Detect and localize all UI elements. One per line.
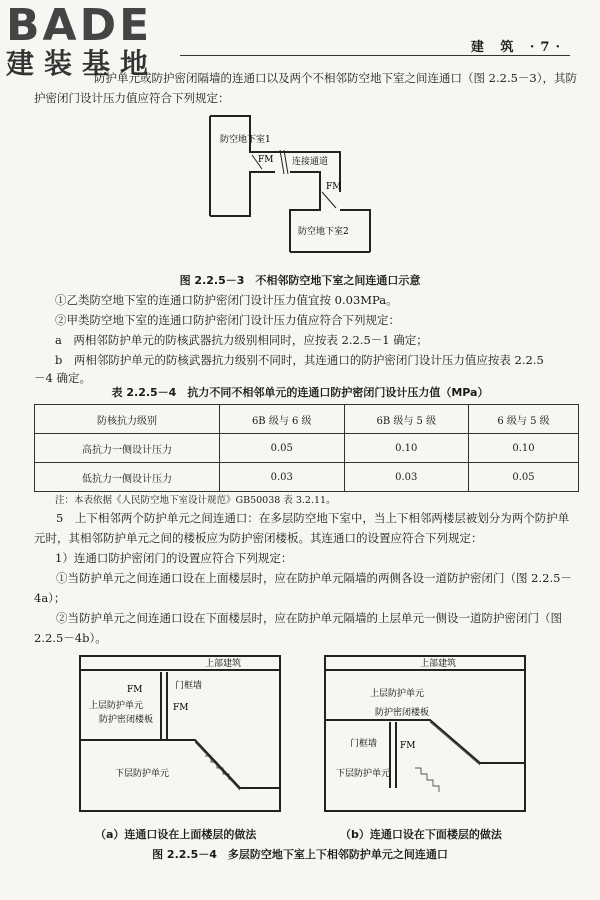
figure-2-2-5-4a (75, 648, 285, 818)
room1-label: 防空地下室1 (220, 135, 271, 145)
section5-item1: 1）连通口防护密闭门的设置应符合下列规定： (55, 551, 293, 565)
section5-item1a: ①当防护单元之间连通口设在上面楼层时，应在防护单元隔墙的两侧各设一道防护密闭门（图 2.2.5－4a）； (34, 571, 572, 605)
section5-paragraph: 5 上下相邻两个防护单元之间连通口：在多层防空地下室中，当上下相邻两楼层被划分为两个防护单元时，其相邻防护单元之间的楼板应为防护密闭楼板。其连通口的设置应符合下列规定： (34, 511, 570, 545)
table-title: 表 2.2.5－4 抗力不同不相邻单元的连通口防护密闭门设计压力值（MPa） (111, 386, 489, 399)
fig4b-lower-unit: 下层防护单元 (336, 769, 391, 779)
table-note: 注：本表依据《人民防空地下室设计规范》GB50038 表 3.2.11。 (55, 495, 336, 506)
passage-lower-wall (290, 172, 320, 252)
rule-b-cont: －4 确定。 (34, 371, 91, 385)
table-cell: 低抗力一侧设计压力 (35, 463, 220, 492)
figure-4b-caption: （b）连通口设在下面楼层的做法 (340, 828, 502, 841)
table-cell: 0.10 (344, 434, 469, 463)
rule-a: a 两相邻防护单元的防核武器抗力级别相同时，应按表 2.2.5－1 确定； (55, 333, 428, 347)
table-header-cell: 防核抗力级别 (35, 405, 220, 434)
table-header-row (35, 405, 579, 434)
protective-slab (80, 740, 280, 788)
fig4a-upper-unit: 上层防护单元 (89, 701, 144, 711)
table-header-cell: 6B 级与 5 级 (344, 405, 469, 434)
running-header: 建 筑 ·7· (470, 40, 566, 55)
fig4b-door-frame-wall: 门框墙 (350, 739, 378, 749)
figure-4-caption: 图 2.2.5－4 多层防空地下室上下相邻防护单元之间连通口 (152, 848, 448, 861)
table-header-cell: 6 级与 5 级 (469, 405, 579, 434)
figure-3-caption: 图 2.2.5－3 不相邻防空地下室之间连通口示意 (179, 274, 421, 287)
room2-label: 防空地下室2 (298, 227, 349, 237)
table-header-cell: 6B 级与 6 级 (219, 405, 344, 434)
fig4b-upper-building: 上部建筑 (420, 659, 457, 669)
fm-label-2: FM (326, 182, 342, 192)
header-rule (180, 55, 570, 56)
fig4a-lower-unit: 下层防护单元 (115, 769, 170, 779)
table-cell: 0.05 (219, 434, 344, 463)
fig4a-fm-right: FM (173, 703, 189, 713)
intro-paragraph: 防护单元或防护密闭隔墙的连通口以及两个不相邻防空地下室之间连通口（图 2.2.5－3），其防护密闭门设计压力值应符合下列规定： (34, 71, 577, 105)
table-cell: 0.10 (469, 434, 579, 463)
rule-2: ②甲类防空地下室的连通口防护密闭门设计压力值应符合下列规定： (55, 313, 400, 327)
logo-main-text: BADE (6, 0, 153, 51)
fig4b-fm: FM (400, 741, 416, 751)
rule-b: b 两相邻防护单元的防核武器抗力级别不同时，其连通口的防护密闭门设计压力值应按表 2.2.5 (55, 353, 544, 367)
figure-2-2-5-4b (320, 648, 530, 818)
fig4b-slab: 防护密闭楼板 (375, 708, 430, 718)
logo-sub-text: 建装基地 (6, 47, 159, 80)
fm-label-1: FM (258, 155, 274, 165)
rule-1: ①乙类防空地下室的连通口防护密闭门设计压力值宜按 0.03MPa。 (55, 293, 398, 307)
fig4b-upper-unit: 上层防护单元 (370, 689, 425, 699)
figure-4a-caption: （a）连通口设在上面楼层的做法 (95, 828, 257, 841)
table-cell: 0.03 (219, 463, 344, 492)
outer-wall (325, 656, 525, 811)
fig4a-upper-building: 上部建筑 (205, 659, 242, 669)
pressure-table (34, 404, 579, 492)
table-cell: 0.03 (344, 463, 469, 492)
room1-bottom-wall (210, 172, 275, 216)
table-row (35, 434, 579, 463)
table-row (35, 463, 579, 492)
fig4a-door-frame-wall: 门框墙 (175, 681, 203, 691)
table-cell: 高抗力一侧设计压力 (35, 434, 220, 463)
section5-item1b: ②当防护单元之间连通口设在下面楼层时，应在防护单元隔墙的上层单元一侧设一道防护密闭门（图 2.2.5－4b）。 (34, 611, 562, 645)
fig4a-slab: 防护密闭楼板 (99, 715, 154, 725)
passage-label: 连接通道 (292, 157, 329, 167)
table-cell: 0.05 (469, 463, 579, 492)
figure-2-2-5-3 (180, 112, 420, 262)
fig4a-fm-left: FM (127, 685, 143, 695)
